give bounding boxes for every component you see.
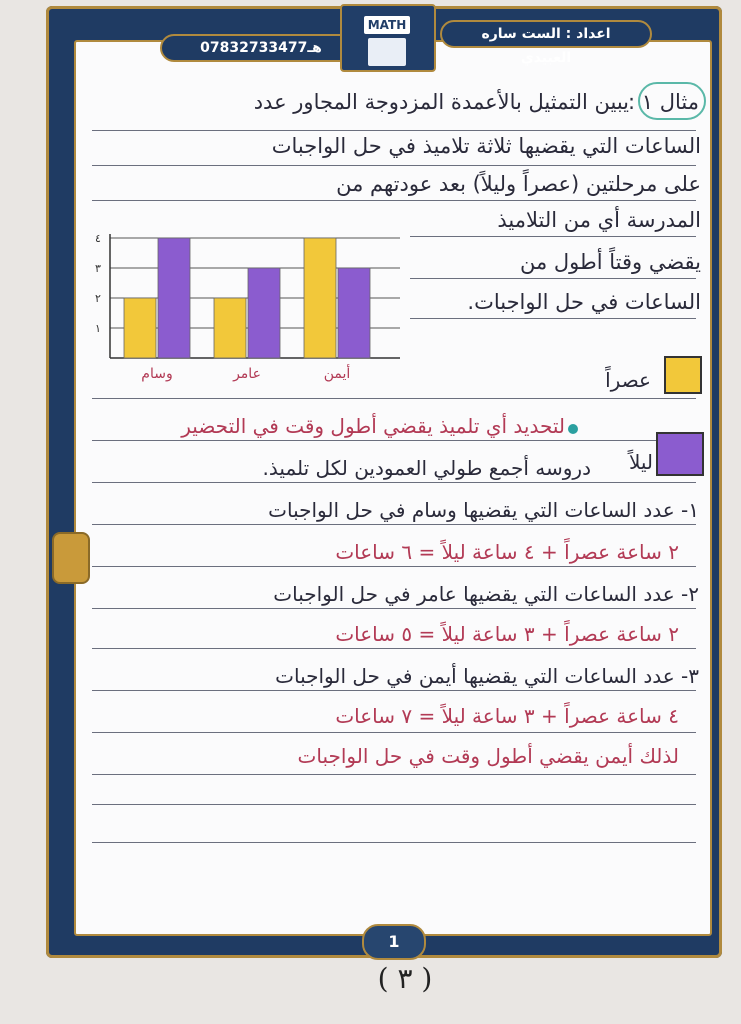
author-credit: اعداد : الست ساره العبيدي xyxy=(440,20,652,48)
ruled-line xyxy=(92,648,696,649)
ruled-line xyxy=(92,200,696,201)
bar-night xyxy=(158,238,190,358)
x-category-label: عامر xyxy=(233,366,261,382)
ruled-line xyxy=(92,732,696,733)
problem-line: المدرسة أي من التلاميذ xyxy=(497,208,701,232)
x-category-label: وسام xyxy=(141,366,173,382)
ruled-line xyxy=(92,566,696,567)
step-title: ١- عدد الساعات التي يقضيها وسام في حل الواجبات xyxy=(268,498,699,522)
ruled-line xyxy=(92,608,696,609)
ruled-line xyxy=(410,236,696,237)
book-page-number: ( ٣ ) xyxy=(377,962,433,995)
legend-label-night: ليلاً xyxy=(628,450,653,474)
step-title: ٣- عدد الساعات التي يقضيها أيمن في حل الواجبات xyxy=(275,664,699,688)
ruled-line xyxy=(92,482,696,483)
bullet-icon xyxy=(568,424,578,434)
legend-swatch-night xyxy=(656,432,704,476)
bar-afternoon xyxy=(214,298,246,358)
ruled-line xyxy=(410,318,696,319)
notebook-icon xyxy=(368,38,406,66)
teacher-phone: 07832733477هـ xyxy=(160,34,362,62)
bar-night xyxy=(248,268,280,358)
y-tick-label: ٢ xyxy=(95,292,101,305)
x-category-label: أيمن xyxy=(323,366,351,382)
solution-intro-continued: دروسه أجمع طولي العمودين لكل تلميذ. xyxy=(262,456,591,480)
ruled-line xyxy=(92,690,696,691)
problem-line: يبين التمثيل بالأعمدة المزدوجة المجاور عدد xyxy=(253,90,629,114)
ruled-line xyxy=(410,278,696,279)
problem-line: الساعات التي يقضيها ثلاثة تلاميذ في حل الواجبات xyxy=(271,134,701,158)
ruled-line xyxy=(92,804,696,805)
solution-intro: لتحديد أي تلميذ يقضي أطول وقت في التحضير xyxy=(181,414,565,438)
ruled-line xyxy=(92,165,696,166)
step-calculation: ٢ ساعة عصراً + ٤ ساعة ليلاً = ٦ ساعات xyxy=(335,540,679,564)
ruled-line xyxy=(92,524,696,525)
ruled-line xyxy=(92,440,696,441)
bar-afternoon xyxy=(304,238,336,358)
bar-afternoon xyxy=(124,298,156,358)
problem-line: يقضي وقتاً أطول من xyxy=(519,250,701,274)
math-logo xyxy=(340,4,436,72)
math-logo-text: MATH xyxy=(364,16,410,34)
y-tick-label: ٤ xyxy=(95,232,101,245)
ruled-line xyxy=(92,398,696,399)
example-label: مثال ١ : xyxy=(628,90,699,114)
problem-line: على مرحلتين (عصراً وليلاً) بعد عودتهم من xyxy=(336,172,701,196)
ruled-line xyxy=(92,842,696,843)
page-number: 1 xyxy=(362,924,426,960)
bar-night xyxy=(338,268,370,358)
ruled-line xyxy=(92,130,696,131)
step-calculation: ٤ ساعة عصراً + ٣ ساعة ليلاً = ٧ ساعات xyxy=(335,704,679,728)
y-tick-label: ١ xyxy=(95,322,101,335)
y-tick-label: ٣ xyxy=(95,262,101,275)
conclusion: لذلك أيمن يقضي أطول وقت في حل الواجبات xyxy=(297,744,679,768)
problem-line: الساعات في حل الواجبات. xyxy=(467,290,701,314)
ruled-line xyxy=(92,774,696,775)
legend-swatch-afternoon xyxy=(664,356,702,394)
legend-label-afternoon: عصراً xyxy=(605,368,651,392)
double-bar-chart xyxy=(84,228,404,388)
step-calculation: ٢ ساعة عصراً + ٣ ساعة ليلاً = ٥ ساعات xyxy=(335,622,679,646)
step-title: ٢- عدد الساعات التي يقضيها عامر في حل الواجبات xyxy=(273,582,699,606)
binder-clip-icon xyxy=(52,532,90,584)
